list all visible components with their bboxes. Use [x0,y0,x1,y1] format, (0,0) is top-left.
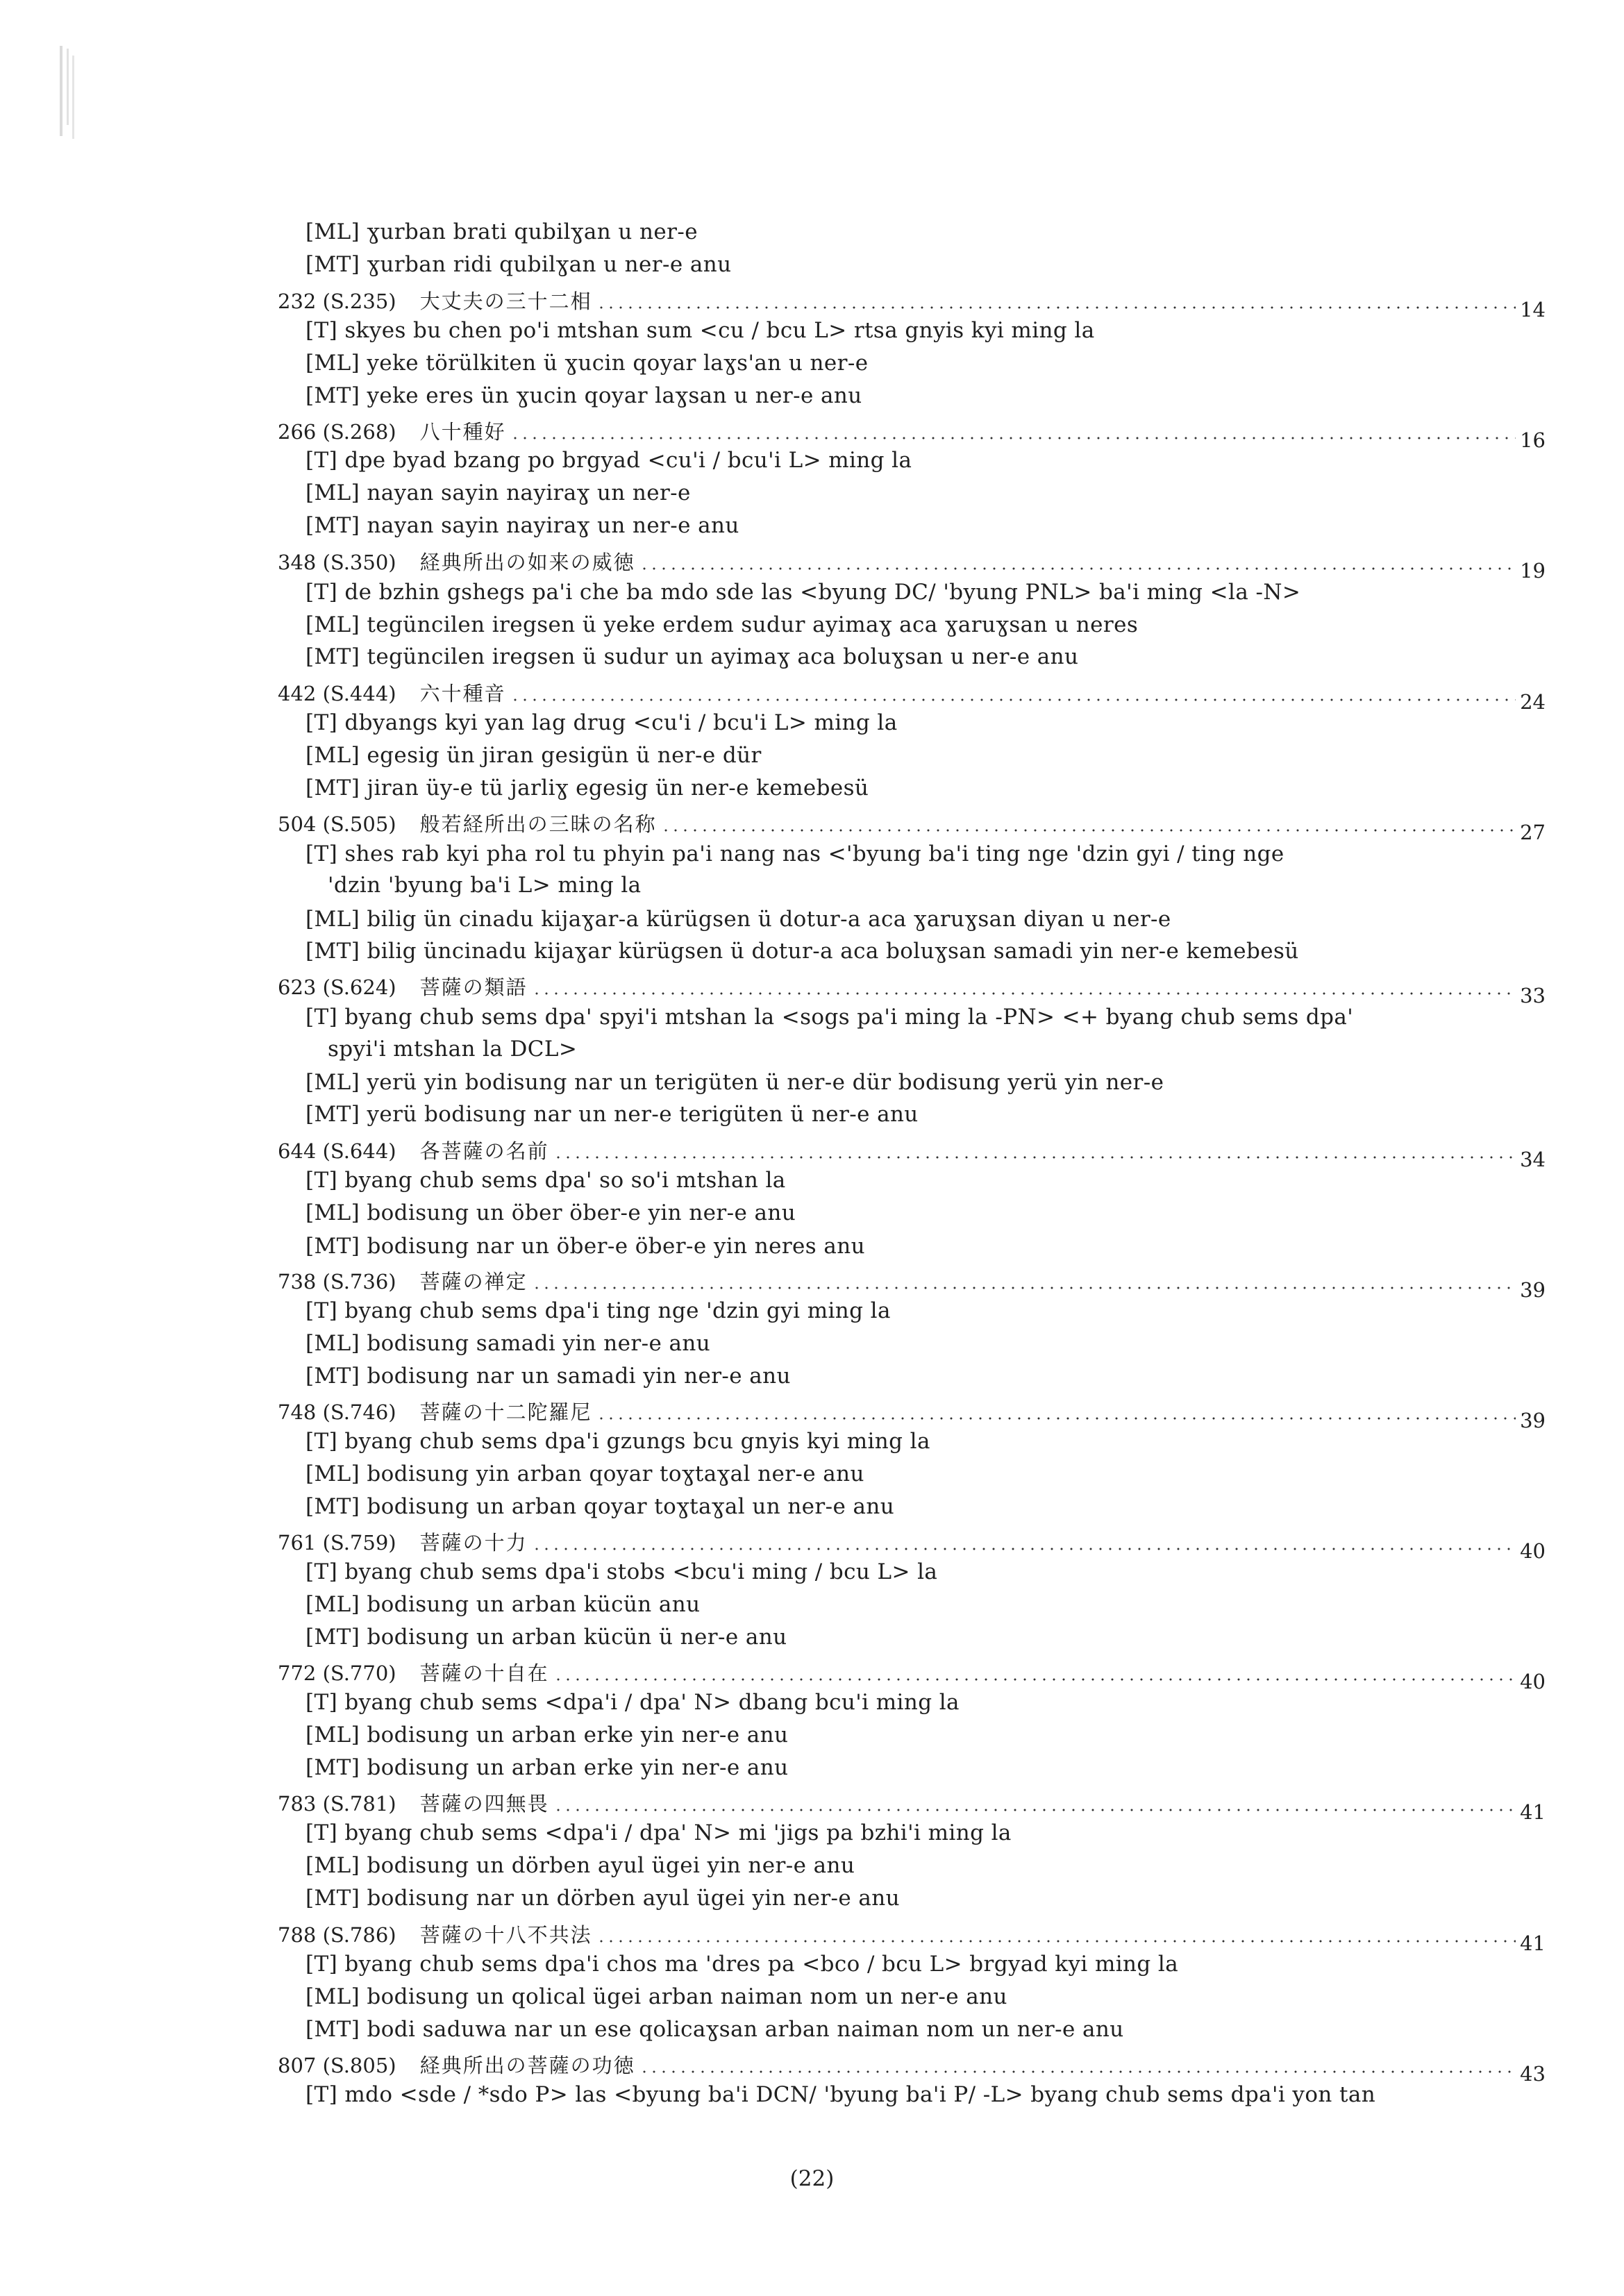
entry-page: 34 [1520,1148,1546,1171]
entry-title: 菩薩の禅定 [419,1270,528,1293]
toc-entry [278,285,1546,321]
entry-number: 783 (S.781) [278,1792,396,1816]
text-line: [MT] bilig üncinadu kijaɣar kürügsen ü dotur-a aca boluɣsan samadi yin ner-e kemebesü [305,939,1299,964]
toc-entry [278,1265,1546,1302]
entry-page: 27 [1520,821,1546,844]
toc-entry [278,1134,1546,1171]
text-line: [ML] ɣurban brati qubilɣan u ner-e [305,219,698,244]
entry-title: 八十種好 [419,420,506,444]
entry-title: 菩薩の十力 [419,1531,528,1555]
entry-title: 菩薩の十二陀羅尼 [419,1400,592,1424]
entry-number: 807 (S.805) [278,2054,396,2077]
entry-number: 761 (S.759) [278,1531,396,1555]
text-line: [ML] bodisung un qolical ügei arban naiman nom un ner-e anu [305,1984,1007,2009]
page-number: (22) [789,2166,835,2191]
text-line: [ML] bodisung un arban erke yin ner-e anu [305,1723,789,1748]
toc-entry [278,415,1546,452]
text-line: [MT] bodisung nar un dörben ayul ügei yin ner-e anu [305,1886,901,1911]
entry-number: 788 (S.786) [278,1923,396,1947]
toc-entry [278,546,1546,583]
text-line: [ML] bodisung un dörben ayul ügei yin ner-e anu [305,1853,855,1878]
entry-title: 菩薩の十自在 [419,1661,549,1685]
toc-entry [278,1787,1546,1824]
dot-leader [639,567,1516,570]
entry-number: 266 (S.268) [278,420,396,444]
text-line: [ML] bodisung samadi yin ner-e anu [305,1331,711,1356]
text-line: [MT] bodisung un arban kücün ü ner-e anu [305,1625,787,1650]
entry-page: 39 [1520,1409,1546,1432]
toc-entry [278,677,1546,714]
dot-leader [553,1678,1516,1681]
dot-leader [596,306,1516,309]
entry-title: 菩薩の十八不共法 [419,1923,592,1947]
dot-leader [510,698,1516,701]
text-line: [ML] bodisung un arban kücün anu [305,1592,701,1617]
toc-entry [278,807,1546,844]
entry-title: 経典所出の菩薩の功徳 [419,2054,635,2077]
entry-number: 738 (S.736) [278,1270,396,1293]
text-line: [MT] yerü bodisung nar un ner-e terigüten ü ner-e anu [305,1102,919,1127]
entry-number: 504 (S.505) [278,812,396,836]
dot-leader [532,1548,1516,1550]
text-line: [MT] bodi saduwa nar un ese qolicaɣsan arban naiman nom un ner-e anu [305,2017,1124,2042]
entry-page: 40 [1520,1670,1546,1693]
dot-leader [596,1940,1516,1943]
text-line: [ML] nayan sayin nayiraɣ un ner-e [305,480,691,505]
entry-title: 菩薩の四無畏 [419,1792,549,1816]
text-line: [ML] bodisung yin arban qoyar toɣtaɣal ner-e anu [305,1461,864,1486]
text-line: [MT] bodisung nar un samadi yin ner-e anu [305,1364,791,1389]
entry-page: 41 [1520,1800,1546,1824]
scan-mark-1 [60,46,62,136]
text-line: [T] skyes bu chen po'i mtshan sum <cu / bcu L> rtsa gnyis kyi ming la [305,318,1095,343]
text-line: [MT] nayan sayin nayiraɣ un ner-e anu [305,513,739,538]
entry-title: 六十種音 [419,682,506,705]
text-line: [MT] bodisung nar un öber-e öber-e yin neres anu [305,1234,865,1259]
entry-page: 33 [1520,984,1546,1007]
text-line: [T] byang chub sems dpa'i gzungs bcu gnyis kyi ming la [305,1429,930,1454]
dot-leader [596,1417,1516,1420]
entry-title: 各菩薩の名前 [419,1139,549,1163]
text-line: [ML] egesig ün jiran gesigün ü ner-e dür [305,743,762,768]
text-line: [ML] bilig ün cinadu kijaɣar-a kürügsen ü dotur-a aca ɣaruɣsan diyan u ner-e [305,907,1171,932]
toc-entry [278,971,1546,1007]
text-line: [ML] yeke törülkiten ü ɣucin qoyar laɣs'an u ner-e [305,351,869,376]
text-line: [T] shes rab kyi pha rol tu phyin pa'i nang nas <'byung ba'i ting nge 'dzin gyi / ting nge [305,841,1284,866]
text-line: [MT] bodisung un arban erke yin ner-e anu [305,1755,789,1780]
entry-title: 経典所出の如来の威徳 [419,551,635,574]
text-line: [MT] bodisung un arban qoyar toɣtaɣal un ner-e anu [305,1494,895,1519]
text-line: [T] de bzhin gshegs pa'i che ba mdo sde las <byung DC/ 'byung PNL> ba'i ming <la -N> [305,580,1301,605]
entry-page: 43 [1520,2062,1546,2086]
dot-leader [532,1287,1516,1289]
text-line: [ML] tegüncilen iregsen ü yeke erdem sudur ayimaɣ aca ɣaruɣsan u neres [305,612,1139,637]
text-line: [T] byang chub sems dpa'i stobs <bcu'i ming / bcu L> la [305,1559,938,1584]
toc-entry [278,1396,1546,1432]
text-line: [T] byang chub sems <dpa'i / dpa' N> mi 'jigs pa bzhi'i ming la [305,1820,1012,1845]
text-line: [T] byang chub sems <dpa'i / dpa' N> dbang bcu'i ming la [305,1690,960,1715]
text-line: [T] dpe byad bzang po brgyad <cu'i / bcu'i L> ming la [305,448,912,473]
dot-leader [553,1809,1516,1811]
text-line: [T] byang chub sems dpa' so so'i mtshan la [305,1168,786,1193]
text-line: [ML] bodisung un öber öber-e yin ner-e anu [305,1200,796,1225]
entry-page: 39 [1520,1278,1546,1302]
entry-page: 41 [1520,1932,1546,1955]
entry-title: 菩薩の類語 [419,975,528,999]
dot-leader [639,2070,1516,2073]
text-line: [T] dbyangs kyi yan lag drug <cu'i / bcu'i L> ming la [305,710,898,735]
dot-leader [532,992,1516,995]
entry-page: 19 [1520,559,1546,583]
entry-number: 348 (S.350) [278,551,396,574]
entry-number: 772 (S.770) [278,1661,396,1685]
entry-page: 16 [1520,428,1546,452]
text-line: [MT] ɣurban ridi qubilɣan u ner-e anu [305,252,732,277]
toc-entry [278,1526,1546,1563]
entry-number: 232 (S.235) [278,290,396,313]
text-line: [MT] yeke eres ün ɣucin qoyar laɣsan u ner-e anu [305,383,862,408]
text-line: [MT] jiran üy-e tü jarliɣ egesig ün ner-e kemebesü [305,776,869,801]
entry-page: 14 [1520,298,1546,321]
dot-leader [510,437,1516,439]
entry-page: 40 [1520,1539,1546,1563]
dot-leader [661,829,1516,832]
toc-entry [278,1918,1546,1955]
entry-number: 748 (S.746) [278,1400,396,1424]
entry-number: 644 (S.644) [278,1139,396,1163]
text-line: [MT] tegüncilen iregsen ü sudur un ayimaɣ aca boluɣsan u ner-e anu [305,644,1079,669]
toc-entry [278,2049,1546,2086]
entry-title: 般若経所出の三昧の名称 [419,812,657,836]
text-line: [ML] yerü yin bodisung nar un terigüten ü ner-e dür bodisung yerü yin ner-e [305,1070,1164,1095]
text-line: [T] byang chub sems dpa' spyi'i mtshan la <sogs pa'i ming la -PN> <+ byang chub sems dpa' [305,1005,1354,1030]
entry-title: 大丈夫の三十二相 [419,290,592,313]
dot-leader [553,1156,1516,1159]
scan-mark-3 [72,56,74,139]
entry-number: 623 (S.624) [278,975,396,999]
text-line: 'dzin 'byung ba'i L> ming la [328,873,642,898]
scan-mark-2 [67,49,69,125]
text-line: [T] byang chub sems dpa'i ting nge 'dzin gyi ming la [305,1298,891,1323]
entry-page: 24 [1520,690,1546,714]
text-line: [T] byang chub sems dpa'i chos ma 'dres pa <bco / bcu L> brgyad kyi ming la [305,1952,1179,1977]
toc-entry [278,1657,1546,1693]
text-line: spyi'i mtshan la DCL> [328,1037,578,1062]
text-line: [T] mdo <sde / *sdo P> las <byung ba'i DCN/ 'byung ba'i P/ -L> byang chub sems dpa'i yon tan [305,2082,1376,2107]
entry-number: 442 (S.444) [278,682,396,705]
